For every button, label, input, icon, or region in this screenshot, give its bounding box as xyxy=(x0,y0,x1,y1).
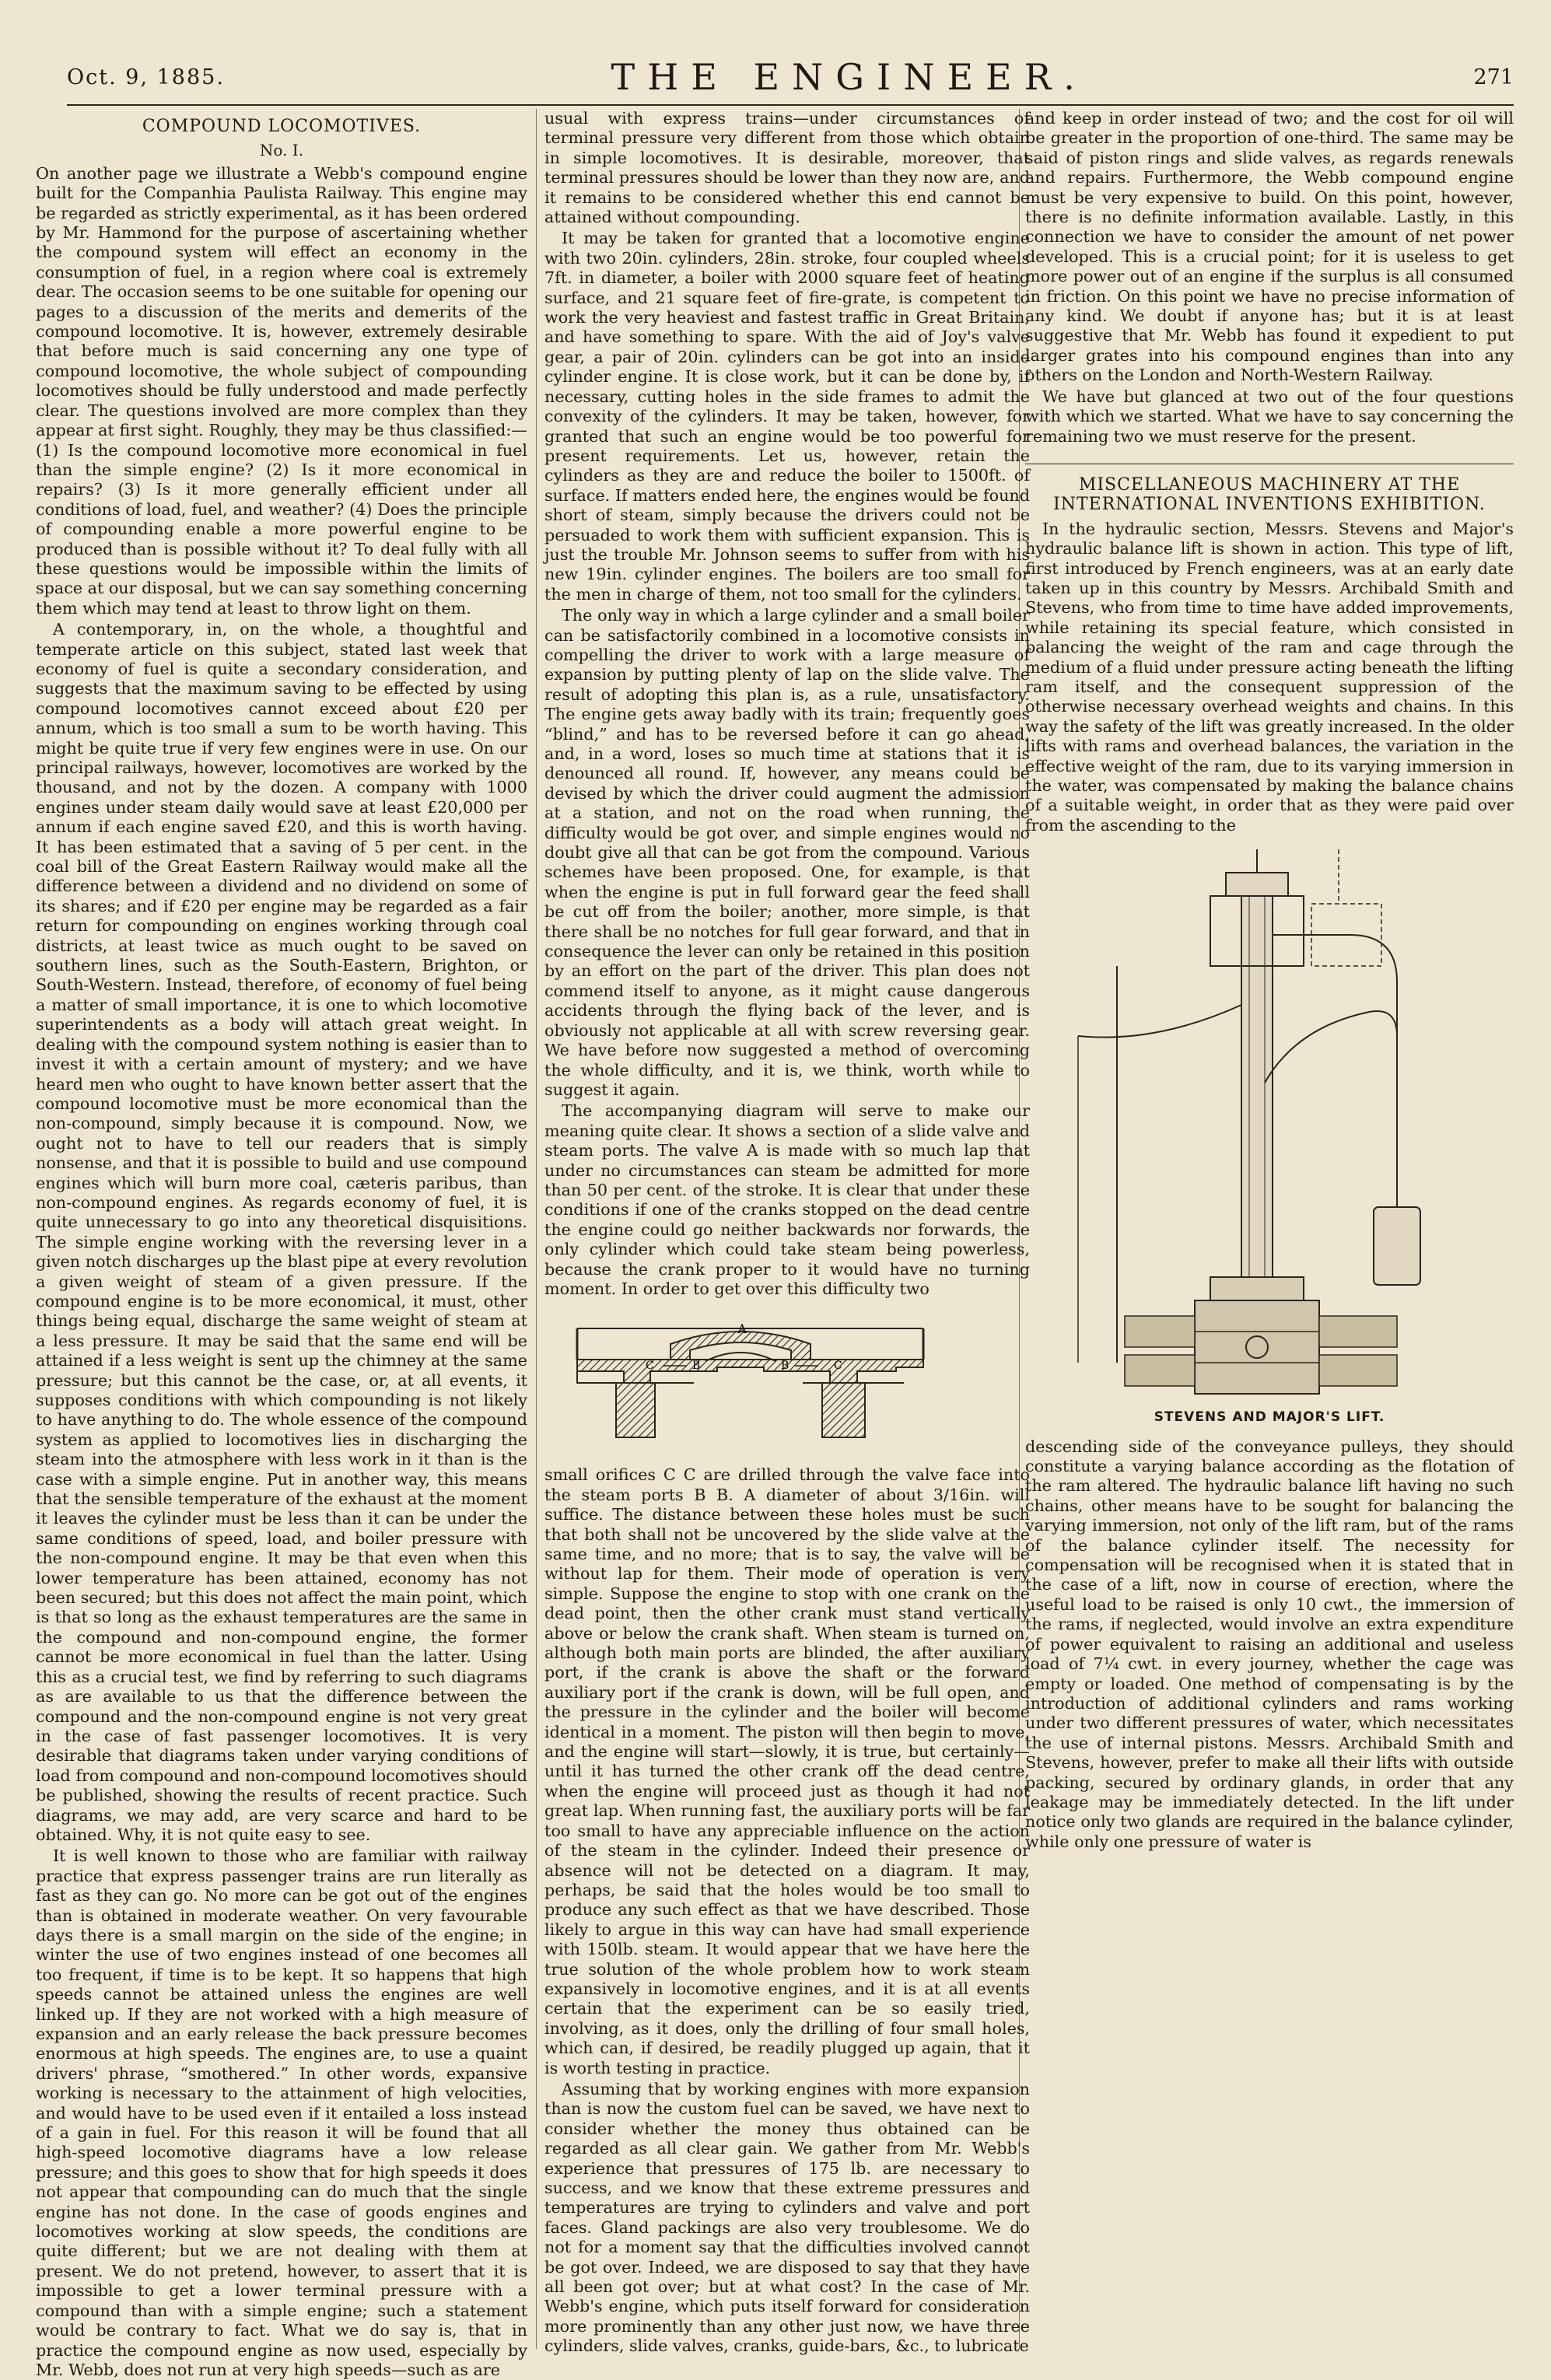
paragraph: Assuming that by working engines with more expansion than is now the custom fuel can be saved, we have next to consider whether the money thus obtained can be regarded as all clear gain. We gather from Mr. Webb's experience that pressures of 175 lb. are necessary to success, and we know that these extreme pressures and temperatures are trying to cylinders and valve and port faces. Gland packings are also very troublesome. We do not for a moment say that the difficulties involved cannot be got over. Indeed, we are disposed to say that they have all been got over; but at what cost? In the case of Mr. Webb's engine, which puts itself forward for consideration more prominently than any other just now, we have three cylinders, slide valves, cranks, guide-bars, &c., to lubricate xyxy=(544,2079,1030,2356)
paragraph: On another page we illustrate a Webb's compound engine built for the Companhia Paulista Railway. This engine may be regarded as strictly experimental, as it has been ordered by Mr. Hammond for the purpose of ascertaining whether the compound system will effect an economy in the consumption of fuel, in a region where coal is extremely dear. The occasion seems to be one suitable for opening our pages to a discussion of the merits and demerits of the compound locomotive. It is, however, extremely desirable that before much is said concerning any one type of compound locomotive, the whole subject of compounding locomotives should be fully understood and made perfectly clear. The questions involved are more complex than they appear at first sight. Roughly, they may be thus classified:—(1) Is the compound locomotive more economical in fuel than the simple engine? (2) Is it more economical in repairs? (3) Is it more generally efficient under all conditions of load, fuel, and weather? (4) Does the principle of compounding enable a more powerful engine to be produced than is possible without it? To deal fully with all these questions would be impossible within the limits of space at our disposal, but we can say something concerning them which may tend at least to throw light on them. xyxy=(36,163,527,618)
paragraph: The accompanying diagram will serve to make our meaning quite clear. It shows a section of a slide valve and steam ports. The valve A is made with so much lap that under no circumstances can steam be admitted for more than 50 per cent. of the stroke. It is clear that under these conditions if one of the cranks stopped on the dead centre the engine could go neither backwards nor forwards, the only cylinder which could take steam being powerless, because the crank proper to it would have no turning moment. In order to get over this difficulty two xyxy=(544,1101,1030,1298)
valve-label-a: A xyxy=(737,1321,747,1337)
paragraph: usual with express trains—under circumstances of terminal pressure very different from those which obtain in simple locomotives. It is desirable, moreover, that terminal pressures should be lower than they now are, and it remains to be considered whether this end cannot be attained without compounding. xyxy=(544,109,1030,227)
paragraph: descending side of the conveyance pulleys, they should constitute a varying balance according as the flotation of the ram altered. The hydraulic balance lift having no such chains, other means have to be sought for balancing the varying immersion, not only of the lift ram, but of the rams of the balance cylinder itself. The necessity for compensation will be recognised when it is stated that in the case of a lift, now in course of erection, where the useful load to be raised is only 10 cwt., the immersion of the rams, if neglected, would involve an extra expenditure of power equivalent to raising an additional and useless load of 7¼ cwt. in every journey, whether the cage was empty or loaded. One method of compensating is by the introduction of additional cylinders and rams working under two different pressures of water, which necessitates the use of internal pistons. Messrs. Archibald Smith and Stevens, however, prefer to make all their lifts with outside packing, secured by ordinary glands, in order that any leakage may be immediately detected. In the lift under notice only two glands are required in the balance cylinder, while only one pressure of water is xyxy=(1025,1437,1514,1851)
column-1 xyxy=(36,109,527,2379)
paragraph: and keep in order instead of two; and the cost for oil will be greater in the proportion of one-third. The same may be said of piston rings and slide valves, as regards renewals and repairs. Furthermore, the Webb compound engine must be very expensive to build. On this point, however, there is no definite information available. Lastly, in this connection we have to consider the amount of net power developed. This is a crucial point; for it is useless to get more power out of an engine if the surplus is all consumed in friction. On this point we have no precise information of any kind. We doubt if anyone has; but it is at least suggestive that Mr. Webb has found it expedient to put larger grates into his compound engines than into any others on the London and North-Western Railway. xyxy=(1025,109,1514,385)
valve-label-c: C xyxy=(834,1360,842,1373)
article-title: COMPOUND LOCOMOTIVES. xyxy=(142,117,422,136)
paragraph: A contemporary, in, on the whole, a thoughtful and temperate article on this subject, stated last week that economy of fuel is quite a secondary consideration, and suggests that the maximum saving to be effected by using compound locomotives cannot exceed about £20 per annum, which is too small a sum to be worth having. This might be quite true if very few engines were in use. On our principal railways, however, locomotives are worked by the thousand, and not by the dozen. A company with 1000 engines under steam daily would save at least £20,000 per annum if each engine saved £20, and this is worth having. It has been estimated that a saving of 5 per cent. in the coal bill of the Great Eastern Railway would make all the difference between a dividend and no dividend on some of its shares; and if £20 per engine may be regarded as a fair return for compounding on engines working through coal districts, at least twice as much ought to be saved on southern lines, such as the South-Eastern, Brighton, or South-Western. Instead, therefore, of economy of fuel being a matter of small importance, it is one to which locomotive superintendents as a body will attach great weight. In dealing with the compound system nothing is easier than to invest it with a certain amount of mystery; and we have heard men who ought to have known better assert that the compound locomotive must be more economical than the non-compound, simply because it is compound. Now, we ought not to have to tell our readers that is simply nonsense, and that it is possible to build and use compound engines which will burn more coal, cæteris paribus, than non-compound engines. As regards economy of fuel, it is quite unnecessary to go into any theoretical disquisitions. The simple engine working with the reversing lever in a given notch discharges up the blast pipe at every revolution a given weight of steam of a given pressure. If the compound engine is to be more economical, it must, other things being equal, discharge the same weight of steam at a less pressure. It may be said that the same end will be attained if a less weight is sent up the chimney at the same pressure; but this cannot be the case, or, at all events, it supposes conditions with which compounding is not likely to have anything to do. The whole essence of the compound system as applied to locomotives lies in discharging the steam into the atmosphere with less work in it than is the case with a simple engine. Put in another way, this means that the sensible temperature of the exhaust at the moment it leaves the cylinder must be less than it can be under the same conditions of speed, load, and boiler pressure with the non-compound engine. It may be that even when this lower temperature has been attained, economy has not been secured; but this does not affect the main point, which is that so long as the exhaust temperatures are the same in the compound and non-compound engine, the former cannot be more economical in fuel than the latter. Using this as a crucial test, we find by referring to such diagrams as are available to us that the difference between the compound and the non-compound engine is not very great in the case of fast passenger locomotives. It is very desirable that diagrams taken under varying conditions of load from compound and non-compound locomotives should be published, showing the results of recent practice. Such diagrams, we may add, are very scarce and hard to be obtained. Why, it is not quite easy to see. xyxy=(36,620,527,1844)
paragraph: The only way in which a large cylinder and a small boiler can be satisfactorily combined in a locomotive consists in compelling the driver to work with a large measure of expansion by putting plenty of lap on the slide valve. The result of adopting this plan is, as a rule, unsatisfactory. The engine gets away badly with its train; frequently goes “blind,” and has to be reversed before it can go ahead, and, in a word, loses so much time at stations that it is denounced all round. If, however, any means could be devised by which the driver could augment the admission at a station, and not on the road when running, the difficulty would be got over, and simple engines would no doubt give all that can be got from the compound. Various schemes have been proposed. One, for example, is that when the engine is put in full forward gear the feed shall be cut off from the boiler; another, more simple, is that there shall be no notches for full gear forward, and that in consequence the lever can only be retained in this position by an effort on the part of the driver. This plan does not commend itself to anyone, as it might cause dangerous accidents through the flying back of the lever, and is obviously not applicable at all with screw reversing gear. We have before now suggested a method of overcoming the whole difficulty, and it is, we think, worth while to suggest it again. xyxy=(544,606,1030,1099)
column-3 xyxy=(1025,109,1514,2349)
paragraph: It may be taken for granted that a locomotive engine with two 20in. cylinders, 28in. stroke, four coupled wheels 7ft. in diameter, a boiler with 2000 square feet of heating surface, and 21 square feet of fire-grate, is competent to work the very heaviest and fastest traffic in Great Britain, and have something to spare. With the aid of Joy's valve gear, a pair of 20in. cylinders can be got into an inside cylinder engine. It is close work, but it can be done by, if necessary, cutting holes in the side frames to admit the convexity of the cylinders. It may be taken, however, for granted that such an engine would be too powerful for present requirements. Let us, however, retain the cylinders as they are and reduce the boiler to 1500ft. of surface. If matters ended here, the engines would be found short of steam, simply because the drivers could not be persuaded to work them with sufficient expansion. This is just the trouble Mr. Johnson seems to suffer from with his new 19in. cylinder engines. The boilers are too small for the men in charge of them, not too small for the cylinders. xyxy=(544,229,1030,604)
paragraph: In the hydraulic section, Messrs. Stevens and Major's hydraulic balance lift is shown in action. This type of lift, first introduced by French engineers, was at an early date taken up in this country by Messrs. Archibald Smith and Stevens, who from time to time have added improvements, while retaining its special feature, which consisted in balancing the weight of the ram and cage through the medium of a fluid under pressure acting beneath the lifting ram itself, and the consequent suppression of the otherwise necessary overhead weights and chains. In this way the safety of the lift was greatly increased. In the older lifts with rams and overhead balances, the variation in the effective weight of the ram, due to its varying immersion in the water, was compensated by making the balance chains of a suitable weight, in order that as they were paid over from the ascending to the xyxy=(1025,519,1514,835)
valve-label-c: C xyxy=(646,1360,654,1373)
header-date: Oct. 9, 1885. xyxy=(67,65,225,89)
article-title: MISCELLANEOUS MACHINERY AT THE INTERNATIONAL INVENTIONS EXHIBITION. xyxy=(1025,464,1514,515)
paragraph: small orifices C C are drilled through the valve face into the steam ports B B. A diameter of about 3/16in. will suffice. The distance between these holes must be such that both shall not be uncovered by the slide valve at the same time, and no more; that is to say, the valve will be without lap for them. Their mode of operation is very simple. Suppose the engine to stop with one crank on the dead point, then the other crank must stand vertically above or below the crank shaft. When steam is turned on, although both main ports are blinded, the after auxiliary port, if the crank is above the shaft or the forward auxiliary port if the crank is down, will be full open, and the pressure in the cylinder and the boiler will become identical in a moment. The piston will then begin to move, and the engine will start—slowly, it is true, but certainly—until it has turned the other crank off the dead centre, when the engine will proceed just as though it had not great lap. When running fast, the auxiliary ports will be far too small to have any appreciable influence on the action of the steam in the cylinder. Indeed their presence or absence will not be detected on a diagram. It may, perhaps, be said that the holes would be too small to produce any such effect as that we have described. Those likely to argue in this way can have had small experience with 150lb. steam. It would appear that we have here the true solution of the whole problem how to work steam expansively in locomotive engines, and it is at all events certain that the experiment can be so easily tried, involving, as it does, only the drilling of four small holes, which can, if desired, be readily plugged up again, that it is worth testing in practice. xyxy=(544,1465,1030,2077)
page-number: 271 xyxy=(1473,65,1514,89)
paragraph: It is well known to those who are familiar with railway practice that express passenger trains are run literally as fast as they can go. No more can be got out of the engines than is obtained in moderate weather. On very favourable days there is a small margin on the side of the engine; in winter the use of two engines instead of one becomes all too frequent, if time is to be kept. It so happens that high speeds cannot be attained unless the engines are well linked up. If they are not worked with a high measure of expansion and an early release the back pressure becomes enormous at high speeds. The engines are, to use a quaint drivers' phrase, “smothered.” In other words, expansive working is necessary to the attainment of high velocities, and would have to be used even if it entailed a loss instead of a gain in fuel. For this reason it will be found that all high-speed locomotive diagrams have a low release pressure; and this goes to show that for high speeds it does not appear that compounding can do much that the single engine has not done. In the case of goods engines and locomotives working at slow speeds, the conditions are quite different; but we are not dealing with them at present. We do not pretend, however, to assert that it is impossible to get a lower terminal pressure with a compound than with a simple engine; such a statement would be contrary to fact. What we do say is, that in practice the compound engine as now used, especially by Mr. Webb, does not run at very high speeds—such as are xyxy=(36,1846,527,2379)
lift-illustration xyxy=(1031,849,1506,1394)
slide-valve-diagram xyxy=(569,1313,1005,1451)
figure-caption: STEVENS AND MAJOR'S LIFT. xyxy=(1154,1409,1385,1426)
column-rule xyxy=(536,109,537,2349)
masthead-title: THE ENGINEER. xyxy=(611,56,1087,98)
paragraph: We have but glanced at two out of the four questions with which we started. What we have to say concerning the remaining two we must reserve for the present. xyxy=(1025,387,1514,446)
article-subtitle: No. I. xyxy=(259,141,304,160)
column-2 xyxy=(544,109,1030,2356)
valve-label-b: B xyxy=(692,1360,701,1373)
valve-label-b: B xyxy=(781,1360,790,1373)
page-header xyxy=(67,50,1514,106)
